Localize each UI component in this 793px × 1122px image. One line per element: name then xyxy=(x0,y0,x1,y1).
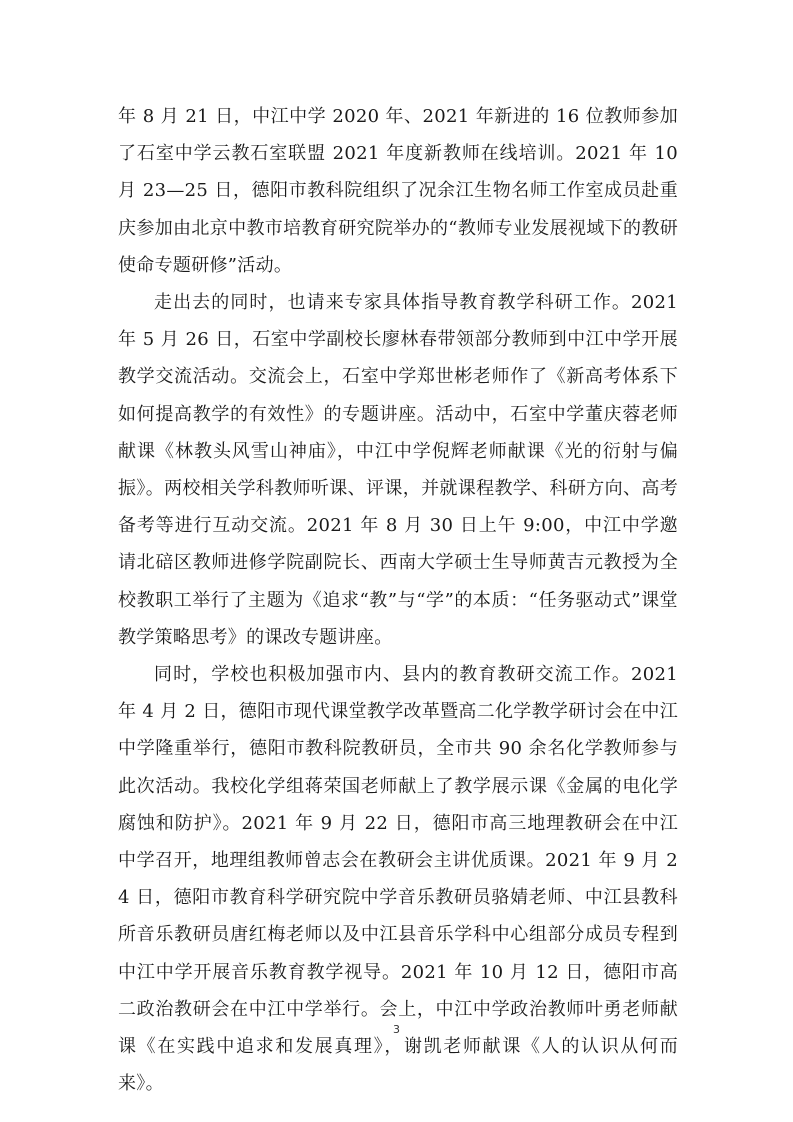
body-text xyxy=(118,98,678,1102)
paragraph-local-exchange: 同时，学校也积极加强市内、县内的教育教研交流工作。2021 年 4 月 2 日，德阳市现代课堂教学改革暨高二化学教学研讨会在中江中学隆重举行，德阳市教科院教研员，全市共 90 余名化学教师参与此次活动。我校化学组蒋荣国老师献上了教学展示课《金属的电化学腐蚀和防护》。2021 年 9 月 22 日，德阳市高三地理教研会在中江中学召开，地理组教师曾志会在教研会主讲优质课。2021 年 9 月 24 日，德阳市教育科学研究院中学音乐教研员骆婧老师、中江县教科所音乐教研员唐红梅老师以及中江县音乐学科中心组部分成员专程到中江中学开展音乐教育教学视导。2021 年 10 月 12 日，德阳市高二政治教研会在中江中学举行。会上，中江中学政治教师叶勇老师献课《在实践中追求和发展真理》，谢凯老师献课《人的认识从何而来》。 xyxy=(118,664,678,1095)
paragraph-continued: 年 8 月 21 日，中江中学 2020 年、2021 年新进的 16 位教师参加了石室中学云教石室联盟 2021 年度新教师在线培训。2021 年 10 月 23—25 日，德阳市教科院组织了况余江生物名师工作室成员赴重庆参加由北京中教市培教育研究院举办的“教师专业发展视域下的教研使命专题研修”活动。 xyxy=(118,106,678,276)
paragraph-expert-guidance: 走出去的同时，也请来专家具体指导教育教学科研工作。2021 年 5 月 26 日，石室中学副校长廖林春带领部分教师到中江中学开展教学交流活动。交流会上，石室中学郑世彬老师作了《新高考体系下如何提高教学的有效性》的专题讲座。活动中，石室中学董庆蓉老师献课《林教头风雪山神庙》，中江中学倪辉老师献课《光的衍射与偏振》。两校相关学科教师听课、评课，并就课程教学、科研方向、高考备考等进行互动交流。2021 年 8 月 30 日上午 9:00，中江中学邀请北碚区教师进修学院副院长、西南大学硕士生导师黄吉元教授为全校教职工举行了主题为《追求“教”与“学”的本质：“任务驱动式”课堂教学策略思考》的课改专题讲座。 xyxy=(118,292,678,648)
page-number: 3 xyxy=(393,1023,400,1036)
